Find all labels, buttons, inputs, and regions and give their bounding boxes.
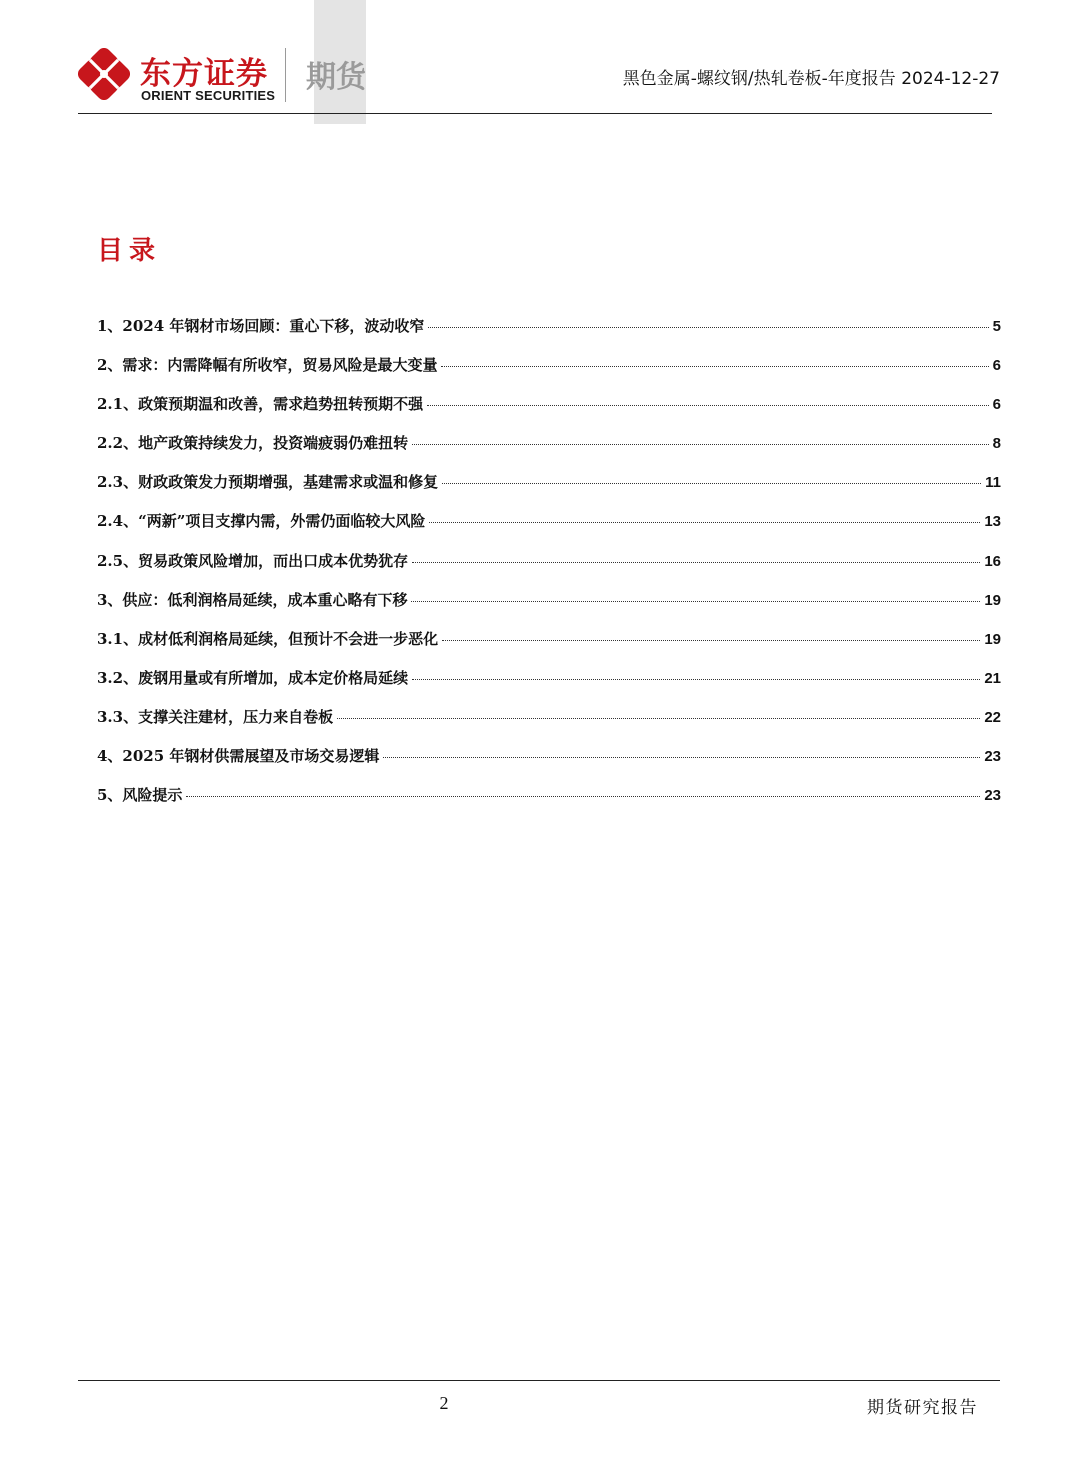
toc-entry[interactable] [97, 315, 1001, 354]
toc-entry-label: 3.1、成材低利润格局延续，但预计不会进一步恶化 [97, 629, 439, 648]
toc-entry-page: 21 [984, 669, 1001, 687]
toc-leader-dots [337, 718, 980, 719]
toc-leader-dots [411, 601, 980, 602]
toc-entry-page: 5 [992, 318, 1001, 335]
toc-entry-page: 11 [985, 474, 1001, 492]
header-separator [285, 48, 286, 102]
toc-entry[interactable] [97, 393, 1001, 432]
toc-entry-page: 22 [984, 708, 1001, 726]
toc-leader-dots [412, 444, 989, 445]
toc-leader-dots [442, 640, 980, 641]
toc-entry-label: 2.5、贸易政策风险增加，而出口成本优势犹存 [97, 551, 409, 570]
toc-entry-page: 13 [984, 513, 1001, 531]
toc-entry[interactable] [97, 354, 1001, 393]
toc-entry-page: 8 [992, 435, 1001, 453]
toc-entry-page: 23 [984, 787, 1001, 805]
toc-leader-dots [412, 562, 980, 563]
page-header [78, 0, 1000, 116]
toc-entry-page: 19 [984, 591, 1001, 609]
table-of-contents [97, 315, 1001, 823]
toc-entry-label: 2.2、地产政策持续发力，投资端疲弱仍难扭转 [97, 434, 409, 453]
toc-entry-label: 4、2025 年钢材供需展望及市场交易逻辑 [97, 747, 380, 766]
toc-entry-label: 2.1、政策预期温和改善，需求趋势扭转预期不强 [97, 395, 424, 414]
toc-entry-label: 1、2024 年钢材市场回顾：重心下移，波动收窄 [97, 317, 425, 335]
brand-name-en: ORIENT SECURITIES [141, 88, 276, 103]
toc-entry[interactable] [97, 628, 1001, 667]
toc-leader-dots [441, 366, 988, 367]
header-rule [78, 113, 992, 114]
toc-entry[interactable] [97, 745, 1001, 784]
toc-entry-label: 2、需求：内需降幅有所收窄，贸易风险是最大变量 [97, 356, 438, 375]
toc-entry-label: 5、风险提示 [97, 786, 183, 805]
toc-entry-label: 3、供应：低利润格局延续，成本重心略有下移 [97, 590, 408, 609]
toc-leader-dots [428, 327, 988, 328]
toc-entry-page: 6 [992, 396, 1001, 414]
toc-entry[interactable] [97, 784, 1001, 823]
toc-entry-label: 2.3、财政政策发力预期增强，基建需求或温和修复 [97, 473, 439, 492]
division-label: 期货 [306, 60, 366, 95]
toc-entry[interactable] [97, 510, 1001, 549]
toc-entry-label: 2.4、“两新”项目支撑内需，外需仍面临较大风险 [97, 512, 426, 531]
toc-entry-page: 19 [984, 630, 1001, 648]
toc-entry-page: 6 [992, 357, 1001, 375]
toc-title: 目录 [97, 236, 162, 266]
toc-entry[interactable] [97, 471, 1001, 510]
toc-leader-dots [429, 522, 980, 523]
toc-entry-label: 3.2、废钢用量或有所增加，成本定价格局延续 [97, 668, 409, 687]
toc-entry-page: 16 [984, 552, 1001, 570]
toc-entry[interactable] [97, 667, 1001, 706]
footer-label: 期货研究报告 [867, 1398, 978, 1418]
toc-entry[interactable] [97, 550, 1001, 589]
page-number: 2 [439, 1393, 449, 1413]
toc-entry[interactable] [97, 706, 1001, 745]
orient-securities-logo-icon [78, 48, 130, 100]
footer-rule [78, 1380, 1000, 1381]
toc-leader-dots [383, 757, 980, 758]
toc-entry[interactable] [97, 432, 1001, 471]
toc-leader-dots [186, 796, 980, 797]
toc-entry-label: 3.3、支撑关注建材，压力来自卷板 [97, 707, 334, 726]
report-title: 黑色金属-螺纹钢/热轧卷板-年度报告 2024-12-27 [622, 69, 1000, 89]
brand-name-cn: 东方证券 [140, 56, 268, 92]
toc-entry[interactable] [97, 589, 1001, 628]
toc-entry-page: 23 [984, 748, 1001, 766]
toc-leader-dots [427, 405, 989, 406]
toc-leader-dots [412, 679, 980, 680]
toc-leader-dots [442, 483, 981, 484]
